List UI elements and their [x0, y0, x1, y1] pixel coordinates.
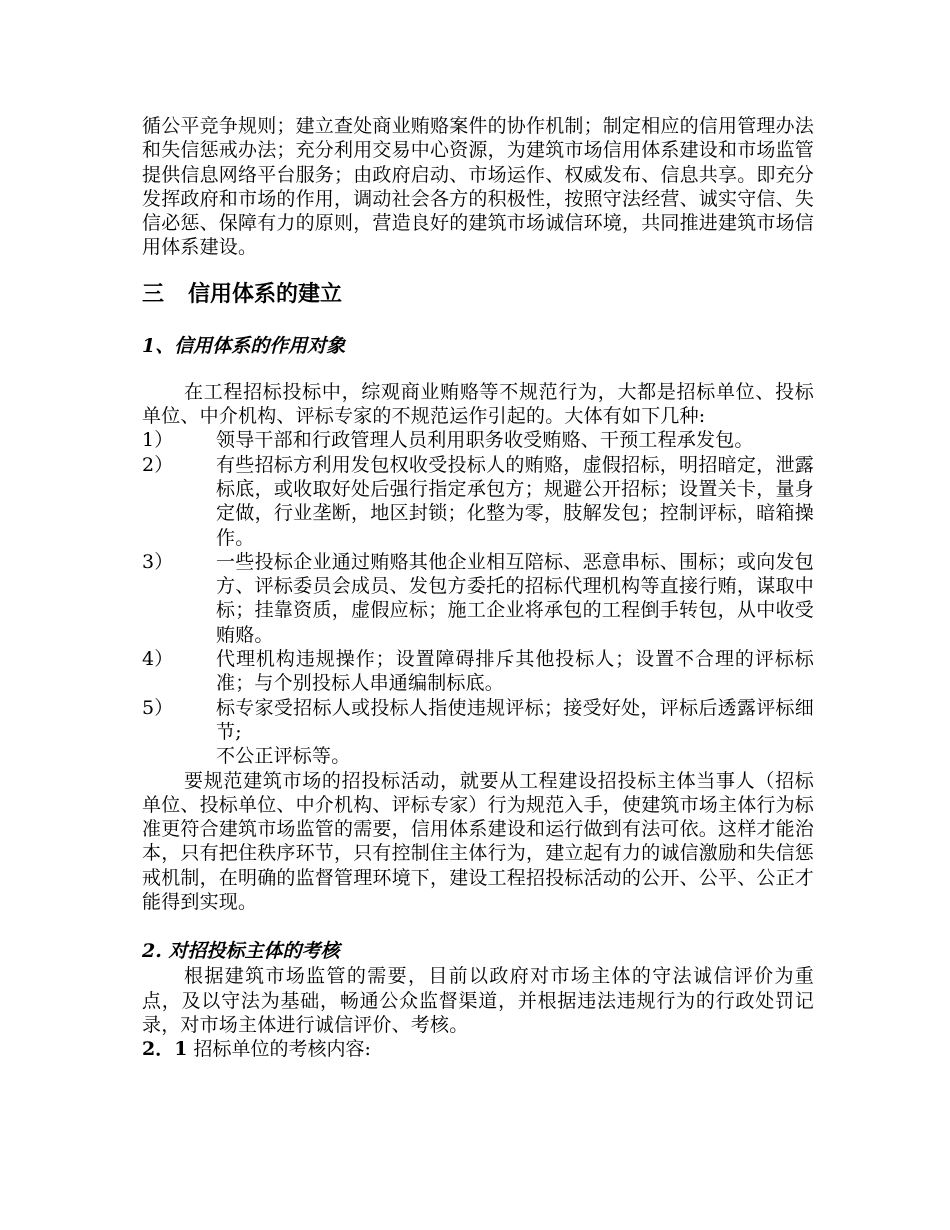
list-item-text: 有些招标方利用发包权收受投标人的贿赂，虚假招标，明招暗定，泄露标底，或收取好处后强行指定承包方；规避公开招标；设置关卡，量身定做，行业垄断，地区封锁；化整为零，肢解发包；控制评标，暗箱操作。	[216, 453, 814, 549]
list-item	[142, 647, 814, 696]
subsection-1-closing: 要规范建筑市场的招投标活动，就要从工程建设招投标主体当事人（招标单位、投标单位、中介机构、评标专家）行为规范入手，使建筑市场主体行为标准更符合建筑市场监管的需要，信用体系建设和运行做到有法可依。这样才能治本，只有把住秩序环节，只有控制住主体行为，建立起有力的诚信激励和失信惩戒机制，在明确的监督管理环境下，建设工程招投标活动的公开、公平、公正才能得到实现。	[142, 769, 815, 914]
subsection-2-heading: 2. 对招投标主体的考核	[142, 940, 340, 963]
list-item-number: 3）	[142, 550, 174, 573]
document-page	[142, 114, 814, 1062]
list-item-number: 5）	[142, 696, 174, 719]
list-item-number: 4）	[142, 648, 174, 671]
list-item-text: 领导干部和行政管理人员利用职务收受贿赂、干预工程承发包。	[216, 429, 754, 452]
subsection-2-1	[142, 1037, 814, 1061]
list-item	[142, 428, 814, 452]
section-3-number: 三	[142, 281, 165, 307]
subsection-2-1-number: 2．1	[142, 1038, 188, 1061]
list-item-text: 代理机构违规操作；设置障碍排斥其他投标人；设置不合理的评标标准；与个别投标人串通编制标底。	[216, 648, 814, 695]
section-3-heading	[142, 281, 814, 309]
section-3-title: 信用体系的建立	[188, 281, 343, 307]
list-item-text: 一些投标企业通过贿赂其他企业相互陪标、恶意串标、围标；或向发包方、评标委员会成员、发包方委托的招标代理机构等直接行贿，谋取中标；挂靠资质，虚假应标；施工企业将承包的工程倒手转包，从中收受贿赂。	[216, 550, 814, 646]
subsection-1-intro: 在工程招标投标中，综观商业贿赂等不规范行为，大都是招标单位、投标单位、中介机构、评标专家的不规范运作引起的。大体有如下几种:	[142, 380, 814, 428]
list-item	[142, 550, 814, 647]
subsection-2-1-text: 招标单位的考核内容:	[193, 1038, 371, 1061]
list-item-number: 2）	[142, 453, 174, 476]
list-item	[142, 453, 814, 550]
intro-paragraph: 循公平竞争规则；建立查处商业贿赂案件的协作机制；制定相应的信用管理办法和失信惩戒办法；充分利用交易中心资源，为建筑市场信用体系建设和市场监管提供信息网络平台服务；由政府启动、市场运作、权威发布、信息共享。即充分发挥政府和市场的作用，调动社会各方的积极性，按照守法经营、诚实守信、失信必惩、保障有力的原则，营造良好的建筑市场诚信环境，共同推进建筑市场信用体系建设。	[142, 115, 815, 259]
misconduct-list	[142, 428, 814, 768]
subsection-1-heading: 1、信用体系的作用对象	[142, 334, 346, 357]
list-extra-line: 不公正评标等。	[216, 745, 351, 768]
subsection-2-intro: 根据建筑市场监管的需要，目前以政府对市场主体的守法诚信评价为重点，及以守法为基础，畅通公众监督渠道，并根据违法违规行为的行政处罚记录，对市场主体进行诚信评价、考核。	[142, 965, 814, 1036]
list-item-number: 1）	[142, 429, 174, 452]
list-item	[142, 696, 814, 745]
list-item-text: 标专家受招标人或投标人指使违规评标；接受好处，评标后透露评标细节;	[216, 696, 814, 743]
